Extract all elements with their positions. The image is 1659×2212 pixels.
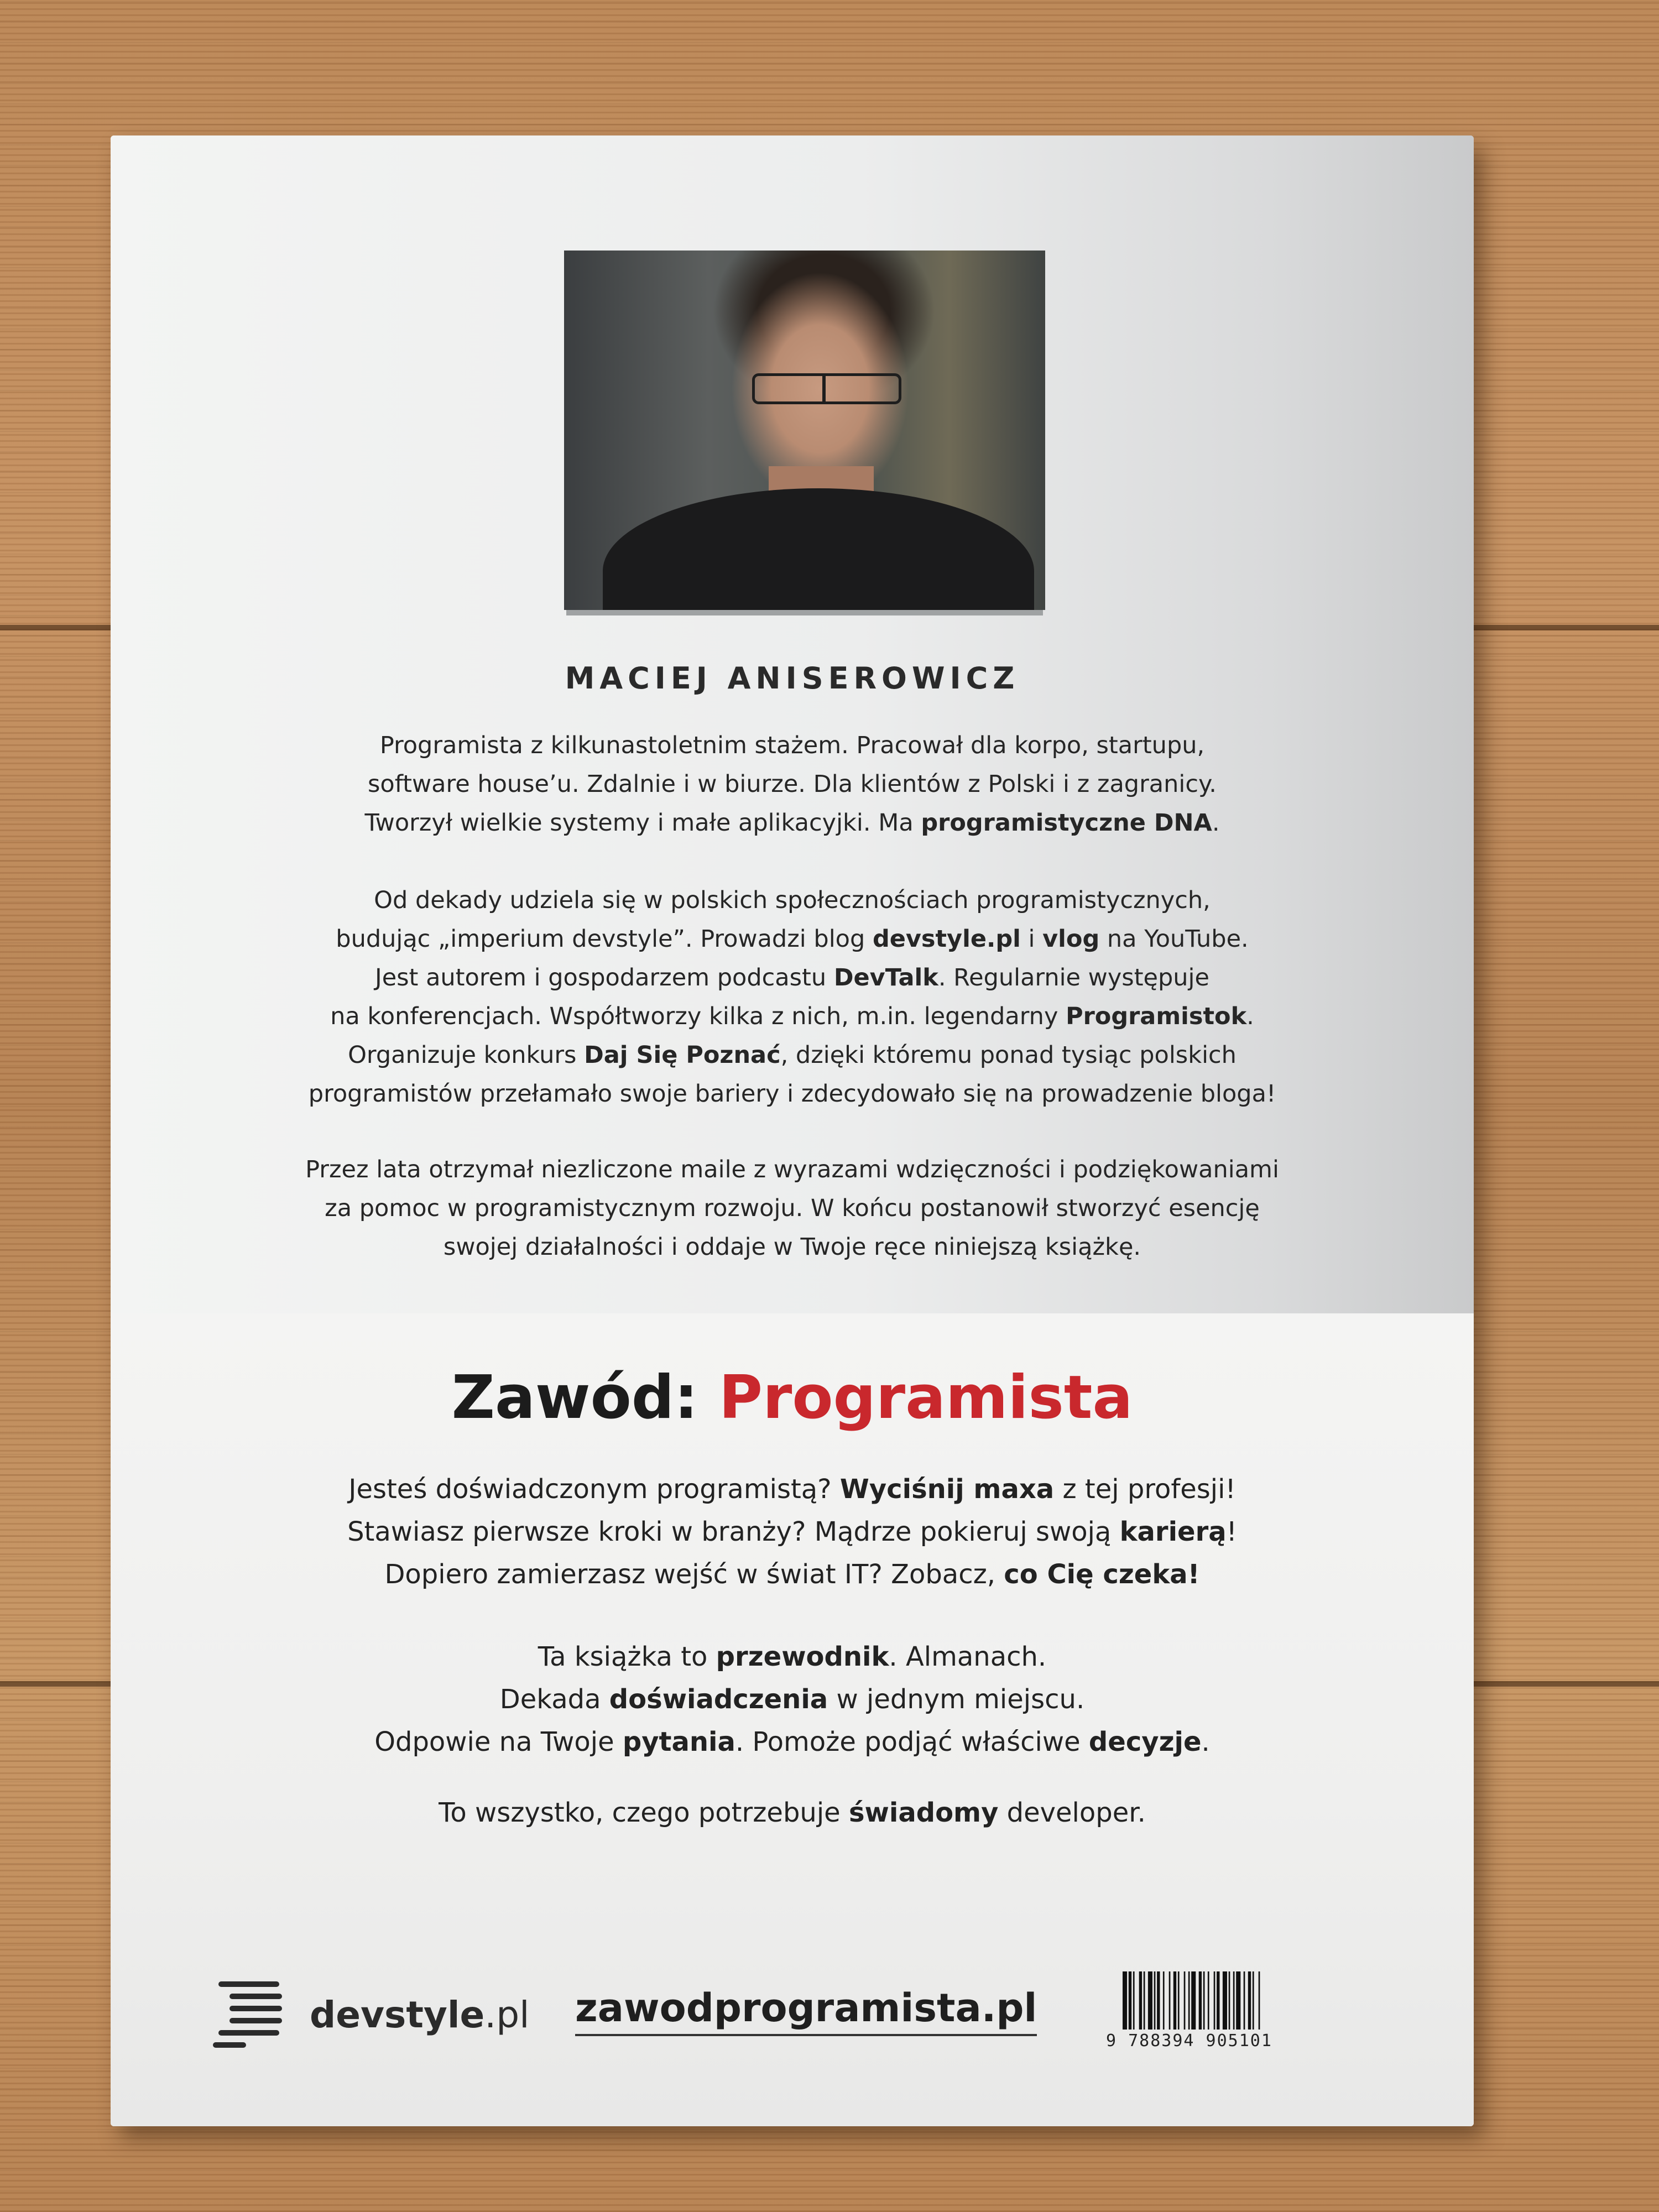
line-text: . xyxy=(1246,1003,1254,1030)
blurb-line xyxy=(221,1553,1363,1596)
line-text: To wszystko, czego potrzebuje xyxy=(439,1797,849,1828)
bio-line xyxy=(243,958,1341,997)
barcode-bar xyxy=(1144,1971,1145,2030)
website-address: zawodprogramista.pl xyxy=(575,1985,1037,2036)
line-text: swojej działalności i oddaje w Twoje ręce niniejszą książkę. xyxy=(443,1233,1141,1261)
barcode-icon xyxy=(1123,1971,1305,2030)
cover-footer xyxy=(111,1955,1474,2065)
barcode-bar xyxy=(1208,1971,1209,2030)
bio-paragraph-1 xyxy=(243,726,1341,842)
blurb-line xyxy=(221,1678,1363,1721)
line-text: Tworzył wielkie systemy i małe aplikacyjki. Ma xyxy=(364,809,921,837)
line-text: Dekada xyxy=(499,1684,609,1715)
emphasis-text: DevTalk xyxy=(833,964,938,992)
barcode-bar xyxy=(1178,1971,1180,2030)
emphasis-text: decyzje xyxy=(1088,1726,1202,1757)
line-text: Jesteś doświadczonym programistą? xyxy=(348,1474,840,1505)
blurb-paragraph-1 xyxy=(221,1468,1363,1596)
emphasis-text: doświadczenia xyxy=(609,1684,828,1715)
publisher-logo xyxy=(310,1994,530,2036)
devstyle-lines-icon xyxy=(213,1981,290,2048)
barcode-bar xyxy=(1259,1971,1260,2030)
line-text: developer. xyxy=(998,1797,1146,1828)
barcode-bar xyxy=(1129,1971,1131,2030)
emphasis-text: devstyle.pl xyxy=(872,925,1021,953)
blurb-line xyxy=(221,1636,1363,1678)
blurb-line xyxy=(221,1511,1363,1553)
bio-paragraph-2 xyxy=(243,881,1341,1113)
line-text: i xyxy=(1020,925,1043,953)
book-title xyxy=(111,1363,1474,1432)
emphasis-text: karierą xyxy=(1119,1516,1227,1547)
barcode-bar xyxy=(1188,1971,1190,2030)
bio-line xyxy=(243,1074,1341,1113)
barcode-bar xyxy=(1139,1971,1142,2030)
publisher-logo-bold: devstyle xyxy=(310,1994,485,2036)
emphasis-text: programistyczne DNA xyxy=(921,809,1212,837)
line-text: , dzięki któremu ponad tysiąc polskich xyxy=(780,1041,1237,1069)
blurb-line xyxy=(221,1721,1363,1764)
line-text: . Almanach. xyxy=(889,1641,1047,1672)
emphasis-text: przewodnik xyxy=(716,1641,889,1672)
line-text: . Pomoże podjąć właściwe xyxy=(735,1726,1089,1757)
line-text: Jest autorem i gospodarzem podcastu xyxy=(375,964,834,992)
emphasis-text: Wyciśnij maxa xyxy=(839,1474,1055,1505)
bio-line xyxy=(243,1150,1341,1189)
barcode-bar xyxy=(1173,1971,1176,2030)
barcode-bar xyxy=(1169,1971,1171,2030)
line-text: Organizuje konkurs xyxy=(348,1041,585,1069)
author-name: MACIEJ ANISEROWICZ xyxy=(565,661,1020,696)
blurb-paragraph-3 xyxy=(221,1792,1363,1834)
barcode-bar xyxy=(1154,1971,1156,2030)
blurb-paragraph-2 xyxy=(221,1636,1363,1764)
barcode-bar xyxy=(1253,1971,1254,2030)
line-text: na YouTube. xyxy=(1099,925,1249,953)
line-text: software house’u. Zdalnie i w biurze. Dla klientów z Polski i z zagranicy. xyxy=(368,770,1217,798)
barcode-bar xyxy=(1133,1971,1135,2030)
emphasis-text: Programistok xyxy=(1066,1003,1247,1030)
isbn-digits: 9 788394 905101 xyxy=(1106,2031,1272,2051)
line-text: Stawiasz pierwsze kroki w branży? Mądrze pokieruj swoją xyxy=(347,1516,1120,1547)
barcode-bar xyxy=(1148,1971,1152,2030)
line-text: Od dekady udziela się w polskich społecznościach programistycznych, xyxy=(374,886,1211,914)
isbn-barcode xyxy=(1106,1971,1305,2049)
emphasis-text: świadomy xyxy=(848,1797,999,1828)
barcode-bar xyxy=(1223,1971,1227,2030)
line-text: . Regularnie występuje xyxy=(938,964,1209,992)
barcode-bar xyxy=(1191,1971,1196,2030)
emphasis-text: co Cię czeka! xyxy=(1004,1559,1200,1590)
line-text: w jednym miejscu. xyxy=(828,1684,1085,1715)
line-text: Programista z kilkunastoletnim stażem. Pracował dla korpo, startupu, xyxy=(379,732,1205,759)
barcode-bar xyxy=(1244,1971,1245,2030)
bio-paragraph-3 xyxy=(243,1150,1341,1266)
barcode-bar xyxy=(1184,1971,1186,2030)
line-text: ! xyxy=(1226,1516,1237,1547)
book-back-cover xyxy=(111,135,1474,2126)
title-prefix: Zawód: xyxy=(451,1363,719,1432)
barcode-bar xyxy=(1217,1971,1219,2030)
line-text: za pomoc w programistycznym rozwoju. W końcu postanowił stworzyć esencję xyxy=(325,1194,1260,1222)
bio-line xyxy=(243,997,1341,1036)
emphasis-text: Daj Się Poznać xyxy=(584,1041,781,1069)
line-text: Odpowie na Twoje xyxy=(374,1726,623,1757)
bio-line xyxy=(243,765,1341,804)
line-text: programistów przełamało swoje bariery i zdecydowało się na prowadzenie bloga! xyxy=(308,1080,1276,1108)
publisher-logo-light: .pl xyxy=(484,1994,530,2036)
barcode-bar xyxy=(1199,1971,1202,2030)
glasses-icon xyxy=(752,373,901,404)
author-photo xyxy=(564,251,1045,610)
line-text: na konferencjach. Współtworzy kilka z nich, m.in. legendarny xyxy=(330,1003,1066,1030)
bio-line xyxy=(243,1189,1341,1228)
barcode-bar xyxy=(1214,1971,1215,2030)
blurb-line xyxy=(221,1468,1363,1511)
barcode-bar xyxy=(1233,1971,1235,2030)
barcode-bar xyxy=(1248,1971,1251,2030)
emphasis-text: vlog xyxy=(1042,925,1100,953)
bio-line xyxy=(243,726,1341,765)
barcode-bar xyxy=(1123,1971,1127,2030)
line-text: z tej profesji! xyxy=(1054,1474,1236,1505)
bio-line xyxy=(243,1036,1341,1074)
bio-line xyxy=(243,920,1341,958)
line-text: . xyxy=(1201,1726,1210,1757)
bio-line xyxy=(243,881,1341,920)
line-text: . xyxy=(1212,809,1220,837)
line-text: Przez lata otrzymał niezliczone maile z wyrazami wdzięczności i podziękowaniami xyxy=(305,1156,1279,1183)
line-text: Ta książka to xyxy=(538,1641,716,1672)
barcode-bar xyxy=(1203,1971,1205,2030)
blurb-line xyxy=(221,1792,1363,1834)
emphasis-text: pytania xyxy=(622,1726,735,1757)
title-accent: Programista xyxy=(718,1363,1133,1432)
line-text: budując „imperium devstyle”. Prowadzi blog xyxy=(336,925,873,953)
barcode-bar xyxy=(1163,1971,1165,2030)
barcode-bar xyxy=(1229,1971,1230,2030)
barcode-bar xyxy=(1236,1971,1240,2030)
line-text: Dopiero zamierzasz wejść w świat IT? Zobacz, xyxy=(384,1559,1004,1590)
bio-line xyxy=(243,1228,1341,1266)
bio-line xyxy=(243,804,1341,842)
barcode-bar xyxy=(1157,1971,1160,2030)
